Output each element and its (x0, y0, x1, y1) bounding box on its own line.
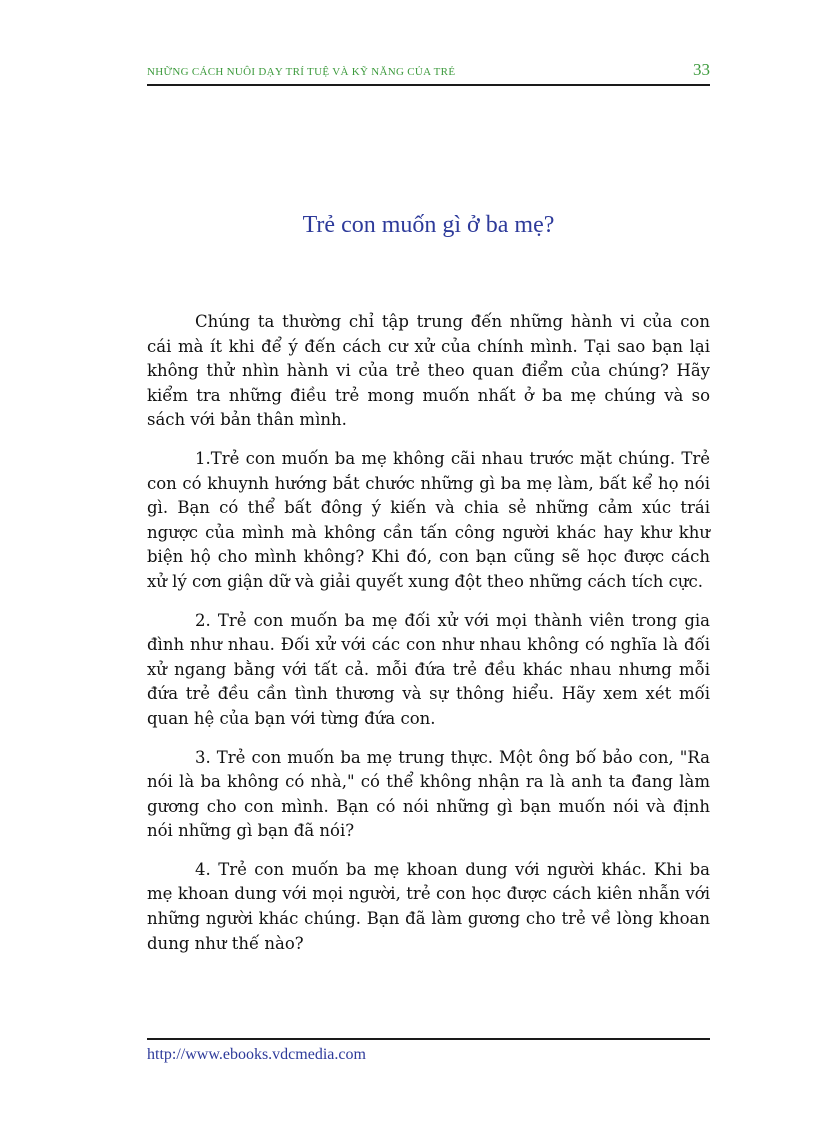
page-header (147, 60, 710, 86)
point-4-paragraph: 4. Trẻ con muốn ba mẹ khoan dung với người khác. Khi ba mẹ khoan dung với mọi người, trẻ con học được cách kiên nhẫn với những người khác chúng. Bạn đã làm gương cho trẻ về lòng khoan dung như thế nào? (147, 859, 710, 953)
article-body (147, 310, 710, 970)
page-number: 33 (693, 60, 710, 79)
point-1-paragraph: 1.Trẻ con muốn ba mẹ không cãi nhau trước mặt chúng. Trẻ con có khuynh hướng bắt chước những gì ba mẹ làm, bất kể họ nói gì. Bạn có thể bất đông ý kiến và chia sẻ những cảm xúc trái ngược của mình mà không cần tấn công người khác hay khư khư biện hộ cho mình không? Khi đó, con bạn cũng sẽ học được cách xử lý cơn giận dữ và giải quyết xung đột theo những cách tích cực. (147, 448, 710, 591)
page-footer (147, 1038, 710, 1072)
chapter-title: Trẻ con muốn gì ở ba mẹ? (302, 212, 555, 238)
footer-url-link[interactable]: http://www.ebooks.vdcmedia.com (147, 1046, 366, 1063)
point-3-paragraph: 3. Trẻ con muốn ba mẹ trung thực. Một ông bố bảo con, "Ra nói là ba không có nhà," có thể không nhận ra là anh ta đang làm gương cho con mình. Bạn có nói những gì bạn muốn nói và định nói những gì bạn đã nói? (147, 747, 710, 841)
running-title: NHỮNG CÁCH NUÔI DẠY TRÍ TUỆ VÀ KỸ NĂNG CỦA TRẺ (147, 66, 456, 78)
intro-paragraph: Chúng ta thường chỉ tập trung đến những hành vi của con cái mà ít khi để ý đến cách cư xử của chính mình. Tại sao bạn lại không thử nhìn hành vi của trẻ theo quan điểm của chúng? Hãy kiểm tra những điều trẻ mong muốn nhất ở ba mẹ chúng và so sách với bản thân mình. (147, 312, 710, 430)
point-2-paragraph: 2. Trẻ con muốn ba mẹ đối xử với mọi thành viên trong gia đình như nhau. Đối xử với các con như nhau không có nghĩa là đối xử ngang bằng với tất cả. mỗi đứa trẻ đều khác nhau nhưng mỗi đứa trẻ đều cần tình thương và sự thông hiểu. Hãy xem xét mối quan hệ của bạn với từng đứa con. (147, 610, 710, 728)
